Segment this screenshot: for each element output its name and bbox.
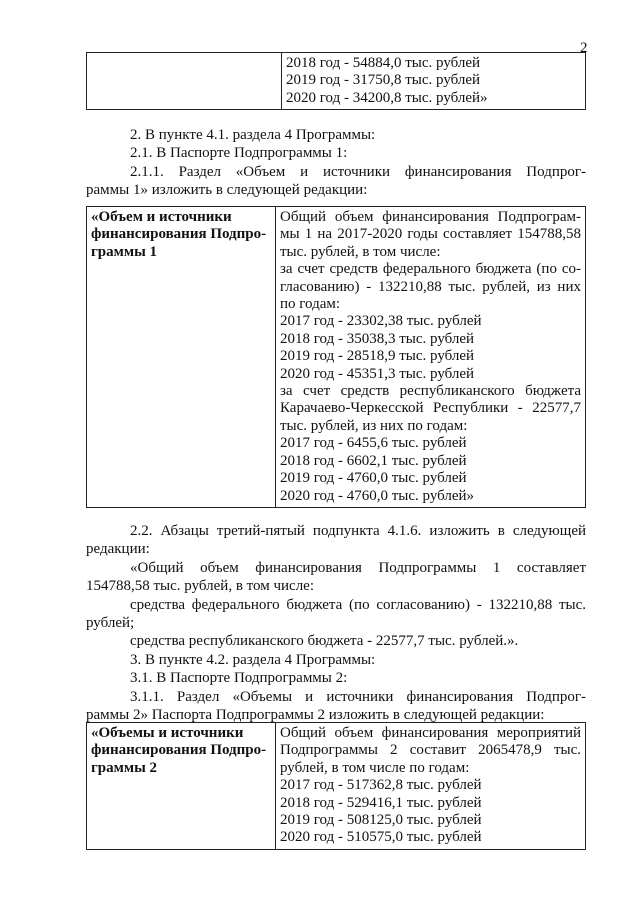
paragraph-line: 154788,58 тыс. рублей, в том числе: <box>86 578 315 595</box>
table-2-line: 2019 год - 4760,0 тыс. рублей <box>280 470 467 487</box>
paragraph-line: 3.1. В Паспорте Подпрограммы 2: <box>130 670 348 687</box>
table-2-right-cell <box>276 207 586 508</box>
table-2-line: 2018 год - 6602,1 тыс. рублей <box>280 452 467 469</box>
paragraph-line: 2. В пункте 4.1. раздела 4 Программы: <box>130 127 376 143</box>
table-2-left-cell <box>87 207 276 508</box>
paragraph-line: «Общий объем финансирования Подпрограммы 1 составляет <box>130 559 586 576</box>
table-1-container <box>86 52 586 110</box>
paragraph-line: раммы 1» изложить в следующей редакции: <box>86 182 368 199</box>
table-1-line: 2019 год - 31750,8 тыс. рублей <box>286 72 481 89</box>
page-number: 2 <box>580 40 588 56</box>
table-3-line: 2017 год - 517362,8 тыс. рублей <box>280 777 482 794</box>
table-2-line: за счет средств федерального бюджета (по со- <box>280 261 581 278</box>
table-3-line: 2019 год - 508125,0 тыс. рублей <box>280 812 482 829</box>
paragraph-line: рублей; <box>86 615 135 632</box>
paragraph-line: средства федерального бюджета (по согласованию) - 132210,88 тыс. <box>130 596 586 613</box>
table-2-line: 2017 год - 6455,6 тыс. рублей <box>280 435 467 452</box>
paragraph-line: 2.1. В Паспорте Подпрограммы 1: <box>130 145 348 162</box>
table-1 <box>86 52 586 110</box>
table-3-container <box>86 722 586 850</box>
table-3-left-cell <box>87 723 276 850</box>
table-2-line: 2017 год - 23302,38 тыс. рублей <box>280 313 482 330</box>
paragraph-line: 2.1.1. Раздел «Объем и источники финансирования Подпрог- <box>130 163 586 180</box>
table-1-right-cell <box>282 53 586 110</box>
table-2 <box>86 206 586 508</box>
table-1-left-cell <box>87 53 282 110</box>
table-2-container <box>86 206 586 508</box>
table-2-line: Общий объем финансирования Подпрограм- <box>280 209 581 225</box>
table-3-heading-line: финансирования Подпро- <box>91 742 267 759</box>
table-2-heading-line: «Объем и источники <box>91 209 232 225</box>
paragraph-line: 3.1.1. Раздел «Объемы и источники финансирования Подпрог- <box>130 688 586 705</box>
table-3-line: Подпрограммы 2 составит 2065478,9 тыс. <box>280 742 581 759</box>
table-3-line: рублей, в том числе по годам: <box>280 759 470 776</box>
table-2-line: мы 1 на 2017-2020 годы составляет 154788,58 <box>280 226 581 243</box>
table-3 <box>86 722 586 850</box>
paragraph-block-2 <box>86 522 586 724</box>
table-2-line: 2020 год - 45351,3 тыс. рублей <box>280 365 475 382</box>
table-3-heading-line: «Объемы и источники <box>91 725 244 741</box>
paragraph-line: 3. В пункте 4.2. раздела 4 Программы: <box>130 651 376 668</box>
table-2-line: за счет средств республиканского бюджета <box>280 383 581 400</box>
table-2-line: по годам: <box>280 296 341 313</box>
table-2-line: 2019 год - 28518,9 тыс. рублей <box>280 348 475 365</box>
table-2-line: тыс. рублей, в том числе: <box>280 243 441 260</box>
table-3-line: Общий объем финансирования мероприятий <box>280 725 581 741</box>
table-2-line: 2018 год - 35038,3 тыс. рублей <box>280 330 475 347</box>
table-1-line: 2018 год - 54884,0 тыс. рублей <box>286 55 481 71</box>
paragraph-block-1 <box>86 126 586 200</box>
table-2-heading-line: граммы 1 <box>91 243 158 260</box>
table-2-line: Карачаево-Черкесской Республики - 22577,7 <box>280 400 581 417</box>
table-3-right-cell <box>276 723 586 850</box>
paragraph-line: средства республиканского бюджета - 22577,7 тыс. рублей.». <box>130 633 519 650</box>
table-3-line: 2020 год - 510575,0 тыс. рублей <box>280 829 482 846</box>
table-3-line: 2018 год - 529416,1 тыс. рублей <box>280 794 482 811</box>
paragraph-line: раммы 2» Паспорта Подпрограммы 2 изложить в следующей редакции: <box>86 707 545 724</box>
table-2-line: тыс. рублей, из них по годам: <box>280 417 468 434</box>
table-2-heading-line: финансирования Подпро- <box>91 226 267 243</box>
paragraph-line: редакции: <box>86 541 150 558</box>
table-1-line: 2020 год - 34200,8 тыс. рублей» <box>286 89 488 106</box>
table-3-heading-line: граммы 2 <box>91 759 158 776</box>
table-2-line: 2020 год - 4760,0 тыс. рублей» <box>280 487 475 504</box>
table-2-line: гласованию) - 132210,88 тыс. рублей, из них <box>280 278 581 295</box>
paragraph-line: 2.2. Абзацы третий-пятый подпункта 4.1.6. изложить в следующей <box>130 523 586 539</box>
